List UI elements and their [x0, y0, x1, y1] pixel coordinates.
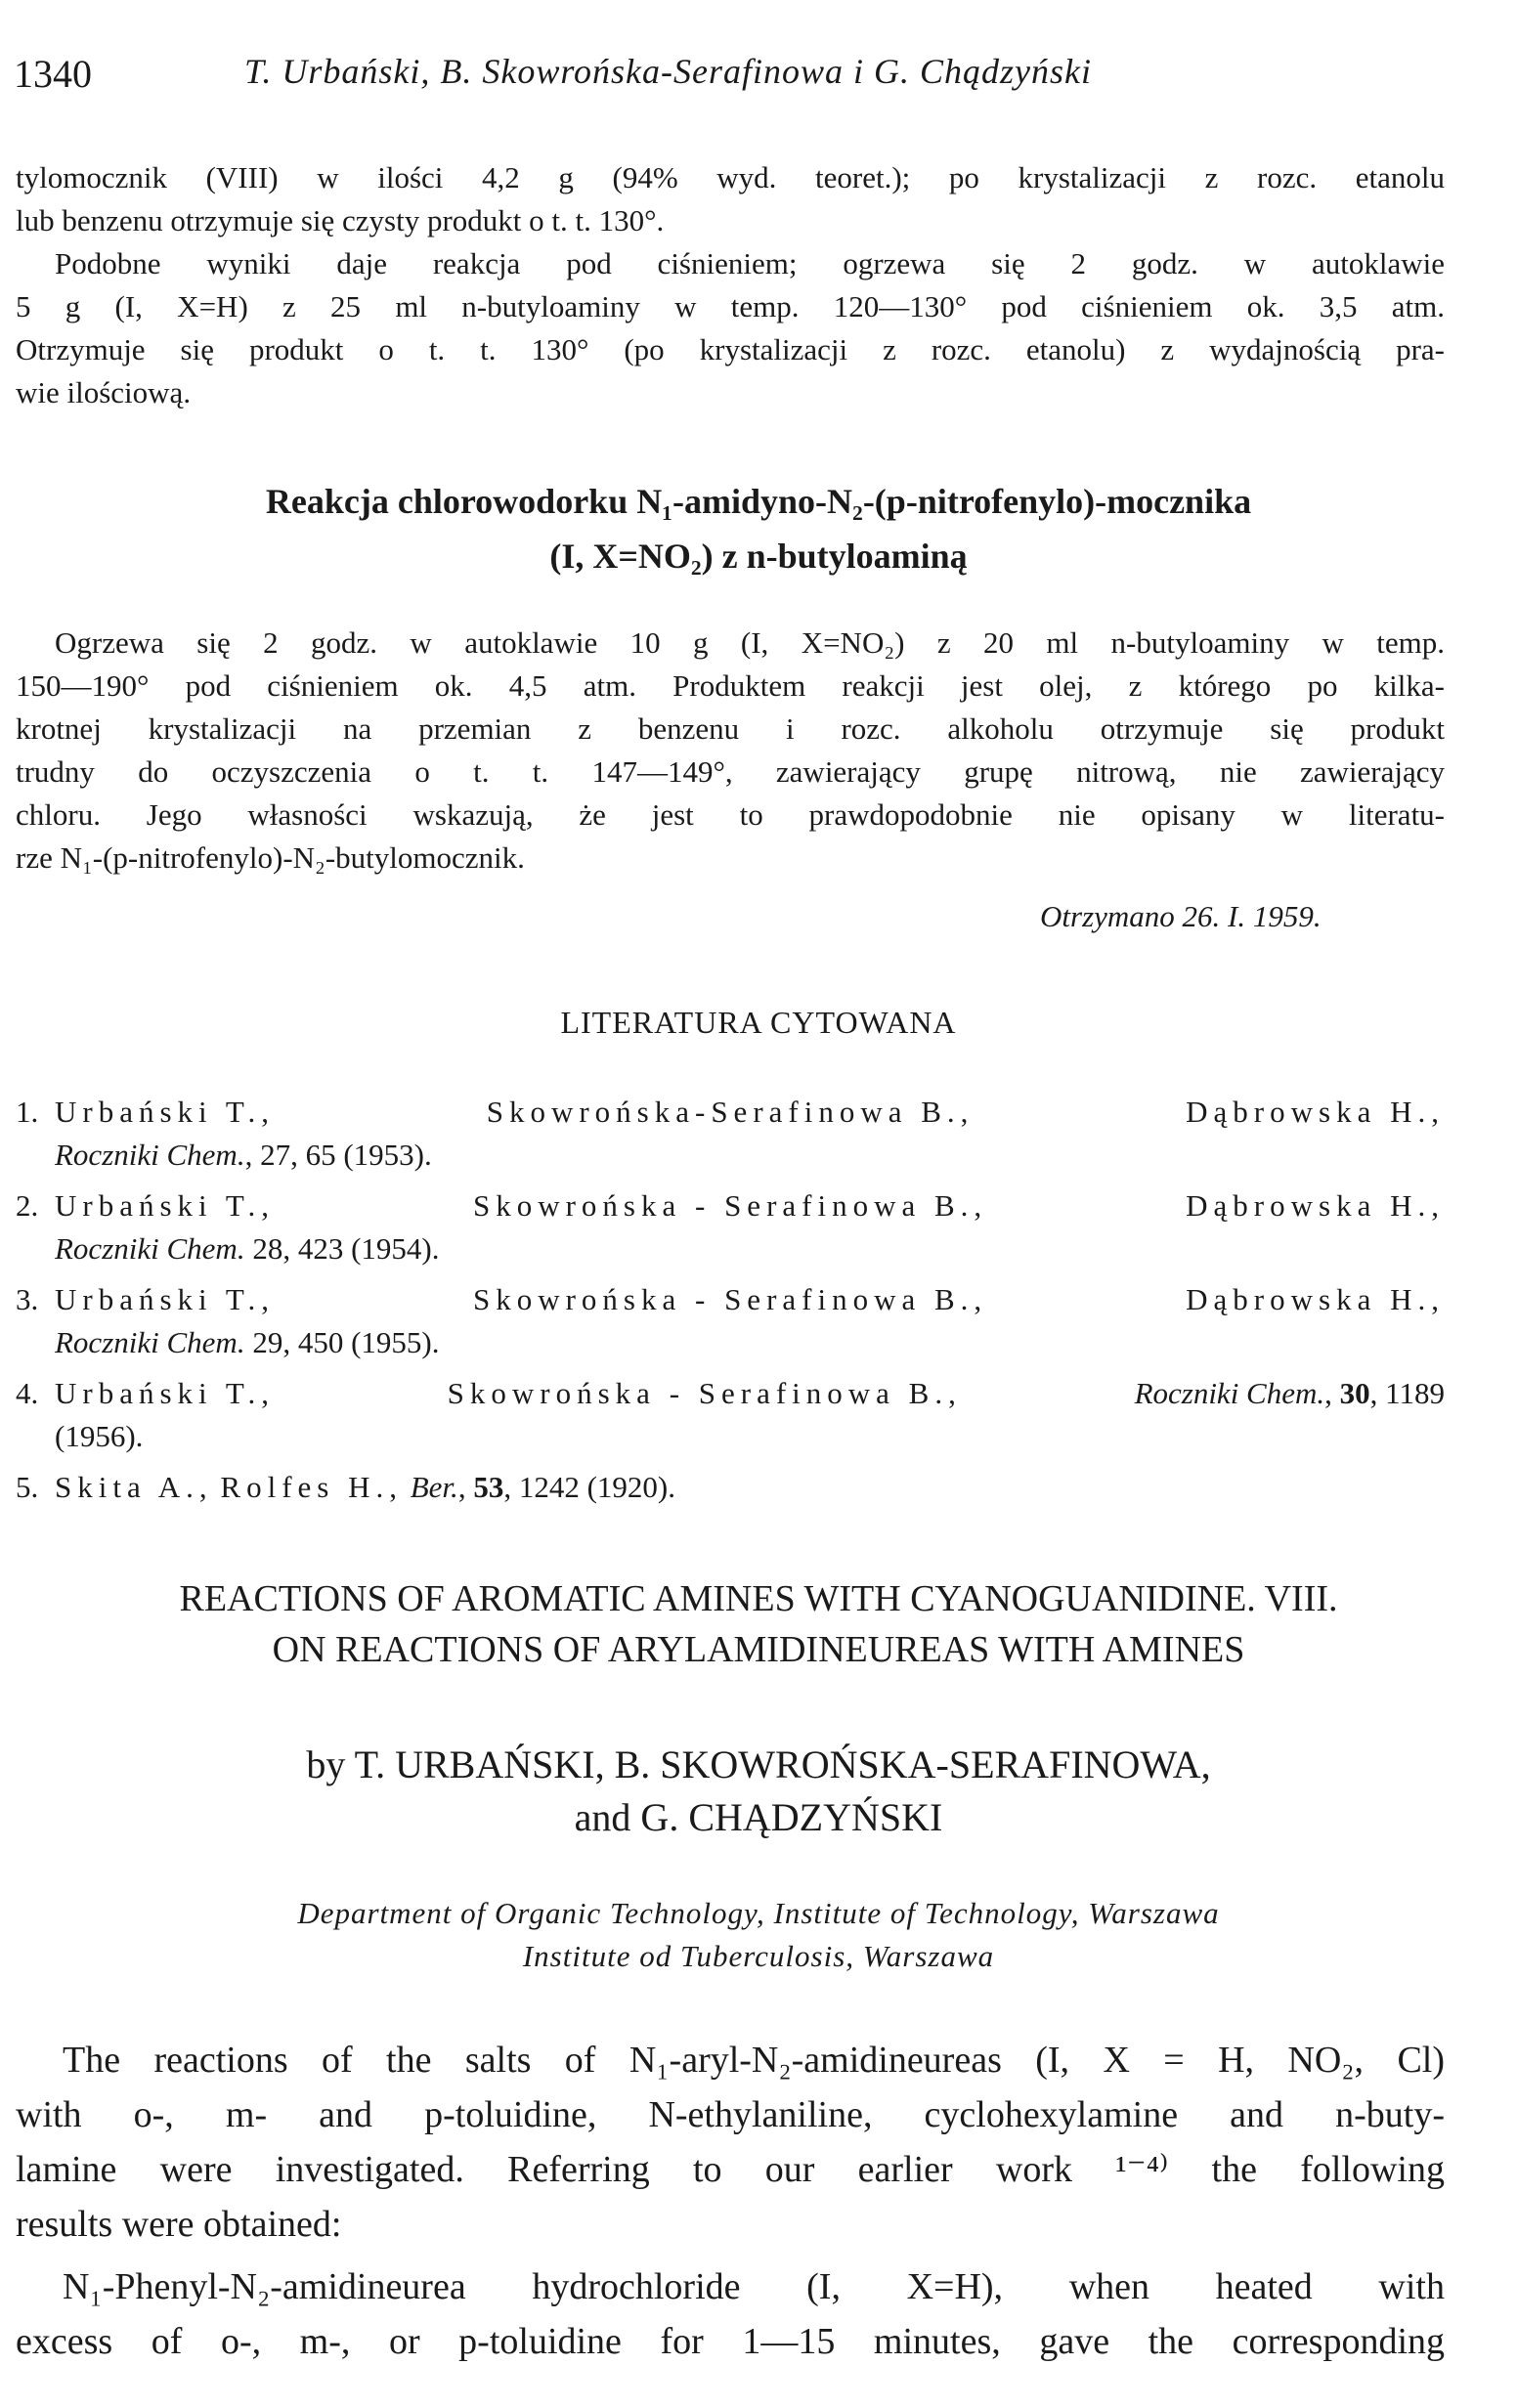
- literature-title: LITERATURA CYTOWANA: [560, 1005, 957, 1040]
- ref-details: 29, 450 (1955).: [244, 1325, 440, 1359]
- ref-authors: [55, 1184, 1445, 1227]
- body-line: Ogrzewa się 2 godz. w autoklawie 10 g (I, X=NO₂) z 20 ml n-butyloaminy w temp.: [55, 625, 1445, 660]
- abstract-line: results were obtained:: [16, 2204, 342, 2245]
- ref-number: 5.: [16, 1470, 39, 1504]
- ref-authors: Skita A., Rolfes H., Ber., 53, 1242 (1920).: [55, 1470, 675, 1504]
- ref-author: Urbański T.,: [55, 1188, 275, 1223]
- body-line: krotnej krystalizacji na przemian z benzenu i rozc. alkoholu otrzymuje się produkt: [16, 711, 1445, 746]
- ref-author: Dąbrowska H.,: [1186, 1095, 1445, 1129]
- abstract-line: The reactions of the salts of N₁-aryl-N₂-amidineureas (I, X = H, NO₂, Cl): [63, 2040, 1445, 2081]
- ref-source: [55, 1321, 1445, 1364]
- section-heading-line1: Reakcja chlorowodorku N₁-amidyno-N₂-(p-nitrofenylo)-mocznika: [265, 482, 1252, 521]
- ref-authors: [55, 1278, 1445, 1321]
- ref-year: (1956).: [55, 1419, 144, 1453]
- body-line: chloru. Jego własności wskazują, że jest to prawdopodobnie nie opisany w literatu-: [16, 797, 1445, 832]
- ref-volume: 53: [473, 1470, 504, 1504]
- body-line: 150—190° pod ciśnieniem ok. 4,5 atm. Produktem reakcji jest olej, z którego po kilka-: [16, 668, 1445, 703]
- ref-author: Urbański T.,: [55, 1282, 275, 1316]
- ref-number: 2.: [16, 1188, 39, 1223]
- ref-journal: Roczniki Chem.: [1134, 1376, 1325, 1410]
- ref-author: Urbański T.,: [55, 1376, 275, 1410]
- ref-details: 28, 423 (1954).: [244, 1231, 440, 1266]
- ref-author: Dąbrowska H.,: [1186, 1188, 1445, 1223]
- ref-author: Skowrońska - Serafinowa B.,: [472, 1282, 988, 1316]
- english-title-line2: ON REACTIONS OF ARYLAMIDINEUREAS WITH AMINES: [272, 1629, 1245, 1670]
- ref-author: Skita A.,: [55, 1470, 213, 1504]
- abstract-line: N₁-Phenyl-N₂-amidineurea hydrochloride (I, X=H), when heated with: [63, 2266, 1445, 2307]
- ref-author: Rolfes H.,: [220, 1470, 403, 1504]
- ref-authors: [55, 1372, 1445, 1415]
- ref-author: Skowrońska - Serafinowa B.,: [447, 1376, 962, 1410]
- ref-authors: [55, 1091, 1445, 1134]
- body-line: lub benzenu otrzymuje się czysty produkt o t. t. 130°.: [16, 203, 665, 237]
- ref-journal: Roczniki Chem.: [55, 1325, 245, 1359]
- ref-volume: 30: [1339, 1376, 1370, 1410]
- ref-journal: Roczniki Chem.: [55, 1231, 245, 1266]
- ref-number: 3.: [16, 1282, 39, 1316]
- ref-source: [55, 1134, 1445, 1177]
- ref-author: Skowrońska - Serafinowa B.,: [472, 1188, 988, 1223]
- byline-line1: by T. URBAŃSKI, B. SKOWROŃSKA-SERAFINOWA,: [306, 1742, 1211, 1786]
- ref-source: [55, 1227, 1445, 1270]
- body-line: Podobne wyniki daje reakcja pod ciśnieniem; ogrzewa się 2 godz. w autoklawie: [55, 246, 1445, 280]
- running-head: T. Urbański, B. Skowrońska-Serafinowa i G. Chądzyński: [244, 52, 1092, 91]
- ref-author: Skowrońska-Serafinowa B.,: [486, 1095, 975, 1129]
- ref-pages: , 1189: [1369, 1376, 1445, 1410]
- received-date: Otrzymano 26. I. 1959.: [1040, 899, 1322, 933]
- body-line: tylomocznik (VIII) w ilości 4,2 g (94% wyd. teoret.); po krystalizacji z rozc. etanolu: [16, 160, 1445, 194]
- ref-author: Dąbrowska H.,: [1186, 1282, 1445, 1316]
- body-line: Otrzymuje się produkt o t. t. 130° (po krystalizacji z rozc. etanolu) z wydajnością pra-: [16, 332, 1445, 366]
- ref-number: 4.: [16, 1376, 39, 1410]
- page-number: 1340: [14, 52, 92, 96]
- ref-author: Urbański T.,: [55, 1095, 275, 1129]
- ref-journal: Ber.: [410, 1470, 458, 1504]
- body-line: rze N₁-(p-nitrofenylo)-N₂-butylomocznik.: [16, 840, 525, 875]
- ref-details: , 27, 65 (1953).: [244, 1138, 432, 1172]
- body-line: trudny do oczyszczenia o t. t. 147—149°, zawierający grupę nitrową, nie zawierający: [16, 754, 1445, 789]
- english-title-line1: REACTIONS OF AROMATIC AMINES WITH CYANOGUANIDINE. VIII.: [179, 1578, 1338, 1619]
- section-heading-line2: (I, X=NO₂) z n-butyloaminą: [549, 537, 968, 576]
- ref-source: Roczniki Chem., 30, 1189: [1134, 1376, 1445, 1410]
- abstract-line: lamine were investigated. Referring to our earlier work ¹⁻⁴⁾ the following: [16, 2149, 1445, 2190]
- ref-number: 1.: [16, 1095, 39, 1129]
- ref-details: , 1242 (1920).: [503, 1470, 675, 1504]
- department-line2: Institute od Tuberculosis, Warszawa: [522, 1939, 995, 1973]
- ref-journal: Roczniki Chem.: [55, 1138, 245, 1172]
- abstract-line: excess of o-, m-, or p-toluidine for 1—15 minutes, gave the corresponding: [16, 2321, 1445, 2362]
- body-line: wie ilościową.: [16, 375, 192, 409]
- body-line: 5 g (I, X=H) z 25 ml n-butyloaminy w temp. 120—130° pod ciśnieniem ok. 3,5 atm.: [16, 289, 1445, 323]
- byline-line2: and G. CHĄDZYŃSKI: [574, 1795, 943, 1839]
- department-line1: Department of Organic Technology, Institute of Technology, Warszawa: [297, 1896, 1220, 1930]
- abstract-line: with o-, m- and p-toluidine, N-ethylaniline, cyclohexylamine and n-buty-: [16, 2094, 1445, 2135]
